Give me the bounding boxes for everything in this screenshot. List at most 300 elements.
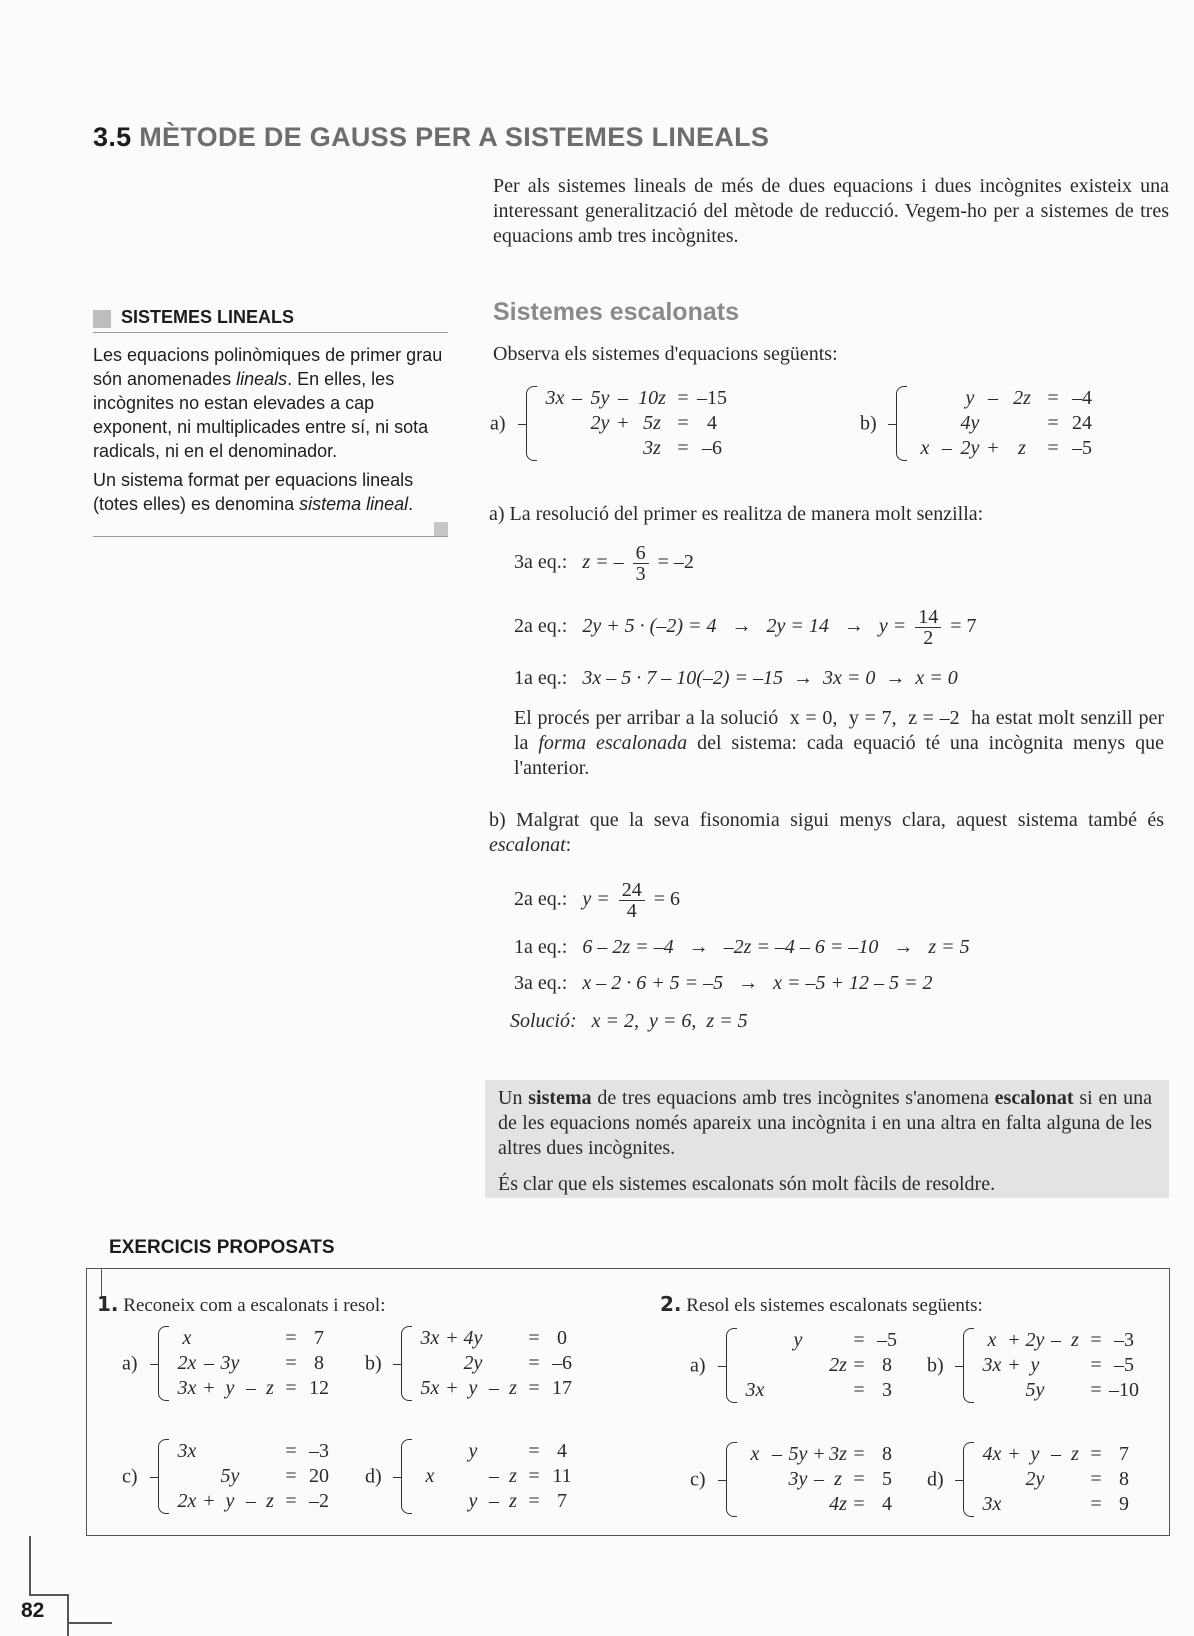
equation-row: [542, 386, 730, 411]
equation-term: [1023, 1492, 1047, 1517]
equation-term: 3x: [745, 1379, 765, 1401]
equation-row: [979, 1467, 1141, 1492]
left-brace: [726, 1442, 737, 1517]
equation-term: [443, 1351, 461, 1376]
equation-term: –6: [552, 1352, 572, 1374]
equation-term: +: [203, 1490, 215, 1512]
equation-term: =: [285, 1490, 297, 1512]
equation-term: [768, 1328, 786, 1353]
sidebar-paragraph-1: [93, 343, 448, 463]
solution-a-eq1: [514, 667, 958, 690]
equation-term: [810, 1492, 828, 1517]
equation-term: [503, 1326, 523, 1351]
equation-term: [1065, 1467, 1085, 1492]
equation-row: [417, 1376, 579, 1401]
equation-row: [417, 1326, 579, 1351]
solution-a-eq2: [514, 607, 977, 648]
equation-term: 11: [552, 1465, 572, 1487]
sidebar-definition: [93, 307, 448, 537]
equation-term: [742, 1353, 768, 1378]
sidebar-p1-text: Les equacions polinòmiques de primer grau són anomenades: [93, 345, 443, 389]
fraction-numerator: 6: [633, 543, 649, 564]
equation-term: [568, 411, 586, 436]
equation-term: 7: [1119, 1443, 1129, 1465]
equation-term: [568, 436, 586, 461]
equation-term: 3: [882, 1379, 892, 1401]
equation-term: [200, 1326, 218, 1351]
exercise-text: Reconeix com a escalonats i resol:: [123, 1295, 386, 1316]
section-title: [93, 122, 769, 153]
equation-term: [260, 1351, 280, 1376]
sidebar-heading: SISTEMES LINEALS: [121, 307, 295, 327]
equation-term: y: [965, 387, 975, 409]
equation-term: [1065, 1378, 1085, 1403]
equation-term: y: [468, 1377, 478, 1399]
equation-term: =: [1090, 1329, 1102, 1351]
corner-line-vertical: [29, 1536, 31, 1596]
equation-term: –6: [702, 437, 722, 459]
equation-row: [979, 1353, 1141, 1378]
equation-term: 3x: [420, 1327, 440, 1349]
equation-term: –: [1051, 1443, 1061, 1465]
equation-term: 3z: [643, 437, 661, 459]
equation-term: [938, 411, 956, 436]
equation-term: [242, 1464, 260, 1489]
equation-term: [984, 411, 1002, 436]
equation-row: [979, 1492, 1141, 1517]
equation-term: 8: [314, 1352, 324, 1374]
eq-right: = –2: [657, 551, 694, 574]
exercise-1a-system: [122, 1326, 332, 1401]
equation-row: [979, 1442, 1141, 1467]
equation-term: [586, 436, 614, 461]
equation-term: 4: [882, 1493, 892, 1515]
def-text: si en una de les equacions només apareix una incògnita i en una altra en falta alguna de les altres dues incògnites.: [498, 1087, 1152, 1159]
equation-term: –: [618, 387, 628, 409]
solution-b-intro: [489, 808, 1164, 858]
equation-term: –5: [877, 1329, 897, 1351]
equation-term: =: [1047, 437, 1059, 459]
page-number: 82: [21, 1599, 45, 1622]
equation-term: y: [468, 1440, 478, 1462]
equation-term: [443, 1439, 461, 1464]
equation-term: [542, 411, 568, 436]
equation-term: 4y: [463, 1327, 483, 1349]
equation-term: [200, 1439, 218, 1464]
eq-label: 3a eq.:: [514, 972, 568, 994]
equation-term: 5z: [643, 412, 661, 434]
equation-term: 3z: [829, 1443, 847, 1465]
equation-term: [786, 1492, 810, 1517]
equation-row: [742, 1328, 904, 1353]
equation-term: [912, 386, 938, 411]
equation-term: y: [225, 1377, 235, 1399]
equation-row: [174, 1326, 336, 1351]
equation-term: [1005, 1492, 1023, 1517]
system-label: a): [122, 1352, 138, 1374]
equation-row: [542, 436, 730, 461]
equation-row: [912, 436, 1100, 461]
eq-label: 3a eq.:: [514, 551, 568, 574]
equation-term: [938, 386, 956, 411]
equation-term: =: [285, 1465, 297, 1487]
solution-b-eq2: [514, 880, 680, 921]
system-equations: [979, 1328, 1141, 1403]
sidebar-p1-text-end: . En elles, les incògnites no estan elevades a cap exponent, ni multiplicades entre sí, ni sota radicals, ni en el denominador.: [93, 369, 429, 461]
equation-term: [242, 1439, 260, 1464]
equation-term: 8: [882, 1354, 892, 1376]
system-label: d): [927, 1468, 944, 1490]
definition-box: [485, 1080, 1169, 1198]
equation-term: [828, 1328, 848, 1353]
equation-term: –3: [1114, 1329, 1134, 1351]
equation-term: z: [509, 1377, 517, 1399]
equation-term: 20: [309, 1465, 329, 1487]
left-brace: [963, 1328, 974, 1403]
equation-term: 17: [552, 1377, 572, 1399]
left-brace: [726, 1328, 737, 1403]
equation-term: [1065, 1492, 1085, 1517]
equation-term: 5y: [1025, 1379, 1045, 1401]
def-bold: sistema: [528, 1087, 592, 1109]
sidebar-p1-emphasis: lineals: [236, 369, 288, 389]
equation-term: [1005, 1378, 1023, 1403]
equation-term: [1005, 1467, 1023, 1492]
equation-term: x: [920, 437, 930, 459]
equation-term: =: [1047, 387, 1059, 409]
equation-term: x: [182, 1327, 192, 1349]
equation-term: 0: [557, 1327, 567, 1349]
equation-term: z: [509, 1465, 517, 1487]
equation-term: =: [285, 1352, 297, 1374]
system-label: a): [490, 412, 506, 434]
equation-term: y: [468, 1490, 478, 1512]
equation-term: [260, 1439, 280, 1464]
equation-term: [979, 1467, 1005, 1492]
equation-term: [443, 1464, 461, 1489]
system-label: a): [690, 1354, 706, 1376]
equation-term: [828, 1378, 848, 1403]
left-brace: [963, 1442, 974, 1517]
exercises-heading: EXERCICIS PROPOSATS: [109, 1237, 335, 1258]
equation-term: +: [446, 1327, 458, 1349]
equation-term: =: [677, 387, 689, 409]
system-equations: [417, 1326, 579, 1401]
sidebar-p2-text: Un sistema format per equacions lineals (totes elles) es denomina: [93, 470, 414, 514]
equation-term: [1065, 1353, 1085, 1378]
system-equations: [174, 1439, 336, 1514]
equation-term: [461, 1464, 485, 1489]
equation-row: [979, 1328, 1141, 1353]
equation-term: 2x: [177, 1490, 197, 1512]
equation-term: z: [1071, 1329, 1079, 1351]
subsection-title: Sistemes escalonats: [493, 298, 739, 326]
equation-term: z: [509, 1490, 517, 1512]
equation-row: [742, 1467, 904, 1492]
equation-term: +: [1008, 1329, 1020, 1351]
equation-term: –15: [697, 387, 727, 409]
equation-term: 2z: [1013, 387, 1031, 409]
system-equations: [979, 1442, 1141, 1517]
solution-a-comment: [514, 706, 1169, 781]
equation-term: [1047, 1378, 1065, 1403]
equation-term: 3y: [220, 1352, 240, 1374]
system-label: d): [365, 1465, 382, 1487]
equation-row: [417, 1489, 579, 1514]
system-equations: [542, 386, 730, 461]
equation-term: 4x: [982, 1443, 1002, 1465]
exercise-2-heading: [660, 1292, 983, 1317]
equation-term: [768, 1467, 786, 1492]
equation-term: [218, 1439, 242, 1464]
equation-term: +: [203, 1377, 215, 1399]
equation-term: =: [677, 437, 689, 459]
equation-term: –: [489, 1490, 499, 1512]
equation-term: =: [528, 1377, 540, 1399]
equation-term: –: [942, 437, 952, 459]
sidebar-footer-rule: [93, 522, 448, 537]
solution-a-intro: a) La resolució del primer es realitza de manera molt senzilla:: [489, 503, 984, 525]
eq-left: 2y + 5 · (–2) = 4 → 2y = 14 → y =: [582, 615, 907, 638]
solution-label: Solució:: [510, 1010, 577, 1032]
equation-row: [912, 386, 1100, 411]
equation-term: 7: [557, 1490, 567, 1512]
equation-term: –: [489, 1465, 499, 1487]
equation-term: z: [266, 1377, 274, 1399]
intro-text: b) Malgrat que la seva fisonomia sigui menys clara, aquest sistema també és: [489, 809, 1164, 831]
equation-term: 2y: [960, 437, 980, 459]
fraction-denominator: 2: [923, 627, 934, 649]
equation-term: y: [1030, 1354, 1040, 1376]
corner-line-vertical-2: [67, 1594, 69, 1636]
equation-term: [1047, 1353, 1065, 1378]
eq-text: 6 – 2z = –4 → –2z = –4 – 6 = –10 → z = 5: [582, 936, 970, 958]
equation-term: [810, 1378, 828, 1403]
equation-term: 3x: [982, 1493, 1002, 1515]
system-label: b): [927, 1354, 944, 1376]
equation-term: –2: [309, 1490, 329, 1512]
def-text: de tres equacions amb tres incògnites s'anomena: [591, 1087, 995, 1109]
equation-term: =: [853, 1443, 865, 1465]
equation-term: z: [834, 1468, 842, 1490]
equation-term: –: [204, 1352, 214, 1374]
equation-row: [979, 1378, 1141, 1403]
equation-row: [417, 1351, 579, 1376]
fraction-numerator: 24: [619, 880, 645, 901]
left-brace: [896, 386, 907, 461]
equation-term: 3x: [177, 1377, 197, 1399]
equation-term: [742, 1492, 768, 1517]
exercise-1d-system: [365, 1439, 575, 1514]
equation-term: –: [814, 1468, 824, 1490]
eq-left: y =: [582, 888, 610, 911]
equation-term: +: [987, 437, 999, 459]
equation-term: =: [528, 1490, 540, 1512]
fraction-denominator: 3: [635, 563, 646, 585]
system-equations: [174, 1326, 336, 1401]
solution-b-eq3: [514, 972, 933, 995]
equation-term: [417, 1489, 443, 1514]
equation-term: 4z: [829, 1493, 847, 1515]
equation-term: [768, 1492, 786, 1517]
equation-term: =: [853, 1468, 865, 1490]
definition-paragraph: [498, 1086, 1152, 1161]
solution-values: x = 2, y = 6, z = 5: [591, 1010, 748, 1032]
equation-term: 2y: [1025, 1468, 1045, 1490]
equation-term: 2z: [829, 1354, 847, 1376]
sidebar-square-marker: [93, 310, 111, 328]
equation-term: x: [987, 1329, 997, 1351]
equation-term: =: [677, 412, 689, 434]
comment-emphasis: forma escalonada: [538, 732, 688, 754]
equation-term: 2y: [1025, 1329, 1045, 1351]
eq-text: x – 2 · 6 + 5 = –5 → x = –5 + 12 – 5 = 2: [582, 972, 933, 994]
equation-term: +: [1008, 1354, 1020, 1376]
eq-right: = 6: [653, 888, 680, 911]
equation-term: +: [617, 412, 629, 434]
equation-term: [443, 1489, 461, 1514]
equation-term: =: [1047, 412, 1059, 434]
equation-term: 3x: [545, 387, 565, 409]
equation-term: –: [988, 387, 998, 409]
equation-term: 3x: [177, 1440, 197, 1462]
equation-term: =: [1090, 1493, 1102, 1515]
equation-term: =: [528, 1465, 540, 1487]
exercise-2c-system: [690, 1442, 890, 1517]
equation-term: [200, 1464, 218, 1489]
sidebar-footer-square: [434, 522, 448, 536]
exercise-1b-system: [365, 1326, 575, 1401]
equation-term: [218, 1326, 242, 1351]
exercise-number: 1.: [97, 1292, 119, 1316]
equation-row: [174, 1489, 336, 1514]
eq-label: 1a eq.:: [514, 667, 568, 689]
left-brace: [158, 1326, 169, 1401]
system-equations: [912, 386, 1100, 461]
equation-term: [174, 1464, 200, 1489]
equation-term: =: [528, 1440, 540, 1462]
solution-b-eq1: [514, 936, 970, 959]
left-brace: [158, 1439, 169, 1514]
exercise-text: Resol els sistemes escalonats següents:: [686, 1295, 983, 1316]
equation-term: =: [853, 1354, 865, 1376]
equation-term: –3: [309, 1440, 329, 1462]
equation-term: =: [853, 1379, 865, 1401]
subsection-lead: Observa els sistemes d'equacions següents:: [493, 343, 838, 365]
equation-term: =: [853, 1493, 865, 1515]
equation-row: [417, 1464, 579, 1489]
equation-term: [260, 1326, 280, 1351]
equation-term: z: [266, 1490, 274, 1512]
intro-emphasis: escalonat: [489, 834, 566, 856]
system-equations: [742, 1442, 904, 1517]
equation-row: [742, 1378, 904, 1403]
exercise-2b-system: [927, 1328, 1142, 1403]
equation-term: [810, 1353, 828, 1378]
equation-term: [1047, 1467, 1065, 1492]
sidebar-p2-emphasis: sistema lineal: [299, 494, 409, 514]
equation-term: y: [793, 1329, 803, 1351]
equation-term: [768, 1353, 786, 1378]
left-brace: [401, 1439, 412, 1514]
equation-term: =: [853, 1329, 865, 1351]
equation-term: y: [1030, 1443, 1040, 1465]
solution-a-eq3: [514, 543, 694, 584]
equation-term: [417, 1351, 443, 1376]
equation-term: =: [285, 1327, 297, 1349]
definition-note: És clar que els sistemes escalonats són molt fàcils de resoldre.: [498, 1173, 996, 1195]
equation-row: [742, 1353, 904, 1378]
intro-text-end: :: [565, 834, 572, 856]
equation-term: 24: [1072, 412, 1092, 434]
equation-term: –10: [1109, 1379, 1139, 1401]
equation-term: 8: [882, 1443, 892, 1465]
equation-term: [742, 1467, 768, 1492]
equation-row: [912, 411, 1100, 436]
equation-term: [503, 1439, 523, 1464]
equation-row: [174, 1439, 336, 1464]
system-label: b): [860, 412, 877, 434]
equation-term: =: [1090, 1354, 1102, 1376]
left-brace: [401, 1326, 412, 1401]
equation-term: 7: [314, 1327, 324, 1349]
equation-term: 4: [557, 1440, 567, 1462]
equation-term: =: [528, 1327, 540, 1349]
equation-term: z: [1071, 1443, 1079, 1465]
equation-term: =: [285, 1440, 297, 1462]
fraction-denominator: 4: [626, 900, 637, 922]
eq-label: 1a eq.:: [514, 936, 568, 958]
system-label: c): [122, 1465, 138, 1487]
equation-term: [542, 436, 568, 461]
equation-term: 5x: [420, 1377, 440, 1399]
equation-term: [912, 411, 938, 436]
equation-term: y: [225, 1490, 235, 1512]
equation-term: [260, 1464, 280, 1489]
fraction: [619, 880, 645, 921]
eq-text: 3x – 5 · 7 – 10(–2) = –15 → 3x = 0 → x = 0: [582, 667, 958, 689]
equation-term: =: [1090, 1443, 1102, 1465]
equation-term: 4y: [960, 412, 980, 434]
equation-row: [174, 1464, 336, 1489]
equation-term: x: [750, 1443, 760, 1465]
equation-row: [417, 1439, 579, 1464]
def-text: Un: [498, 1087, 529, 1109]
equation-term: 2y: [590, 412, 610, 434]
exercise-1c-system: [122, 1439, 332, 1514]
eq-right: = 7: [950, 615, 977, 638]
sidebar-p2-text-end: .: [408, 494, 414, 514]
fraction: [633, 543, 649, 584]
equation-term: [485, 1326, 503, 1351]
equation-row: [174, 1376, 336, 1401]
equation-term: 8: [1119, 1468, 1129, 1490]
equation-term: –5: [1114, 1354, 1134, 1376]
equation-term: +: [446, 1377, 458, 1399]
equation-term: 3x: [982, 1354, 1002, 1376]
equation-term: [614, 436, 632, 461]
equation-term: [485, 1439, 503, 1464]
system-label: b): [365, 1352, 382, 1374]
equation-term: [417, 1439, 443, 1464]
equation-row: [742, 1442, 904, 1467]
equation-term: [786, 1378, 810, 1403]
equation-term: =: [285, 1377, 297, 1399]
equation-term: –: [1051, 1329, 1061, 1351]
equation-term: –: [572, 387, 582, 409]
comment-text-end: del sistema: cada equació té una incògnita menys que l'anterior.: [514, 732, 1164, 779]
system-label: c): [690, 1468, 706, 1490]
